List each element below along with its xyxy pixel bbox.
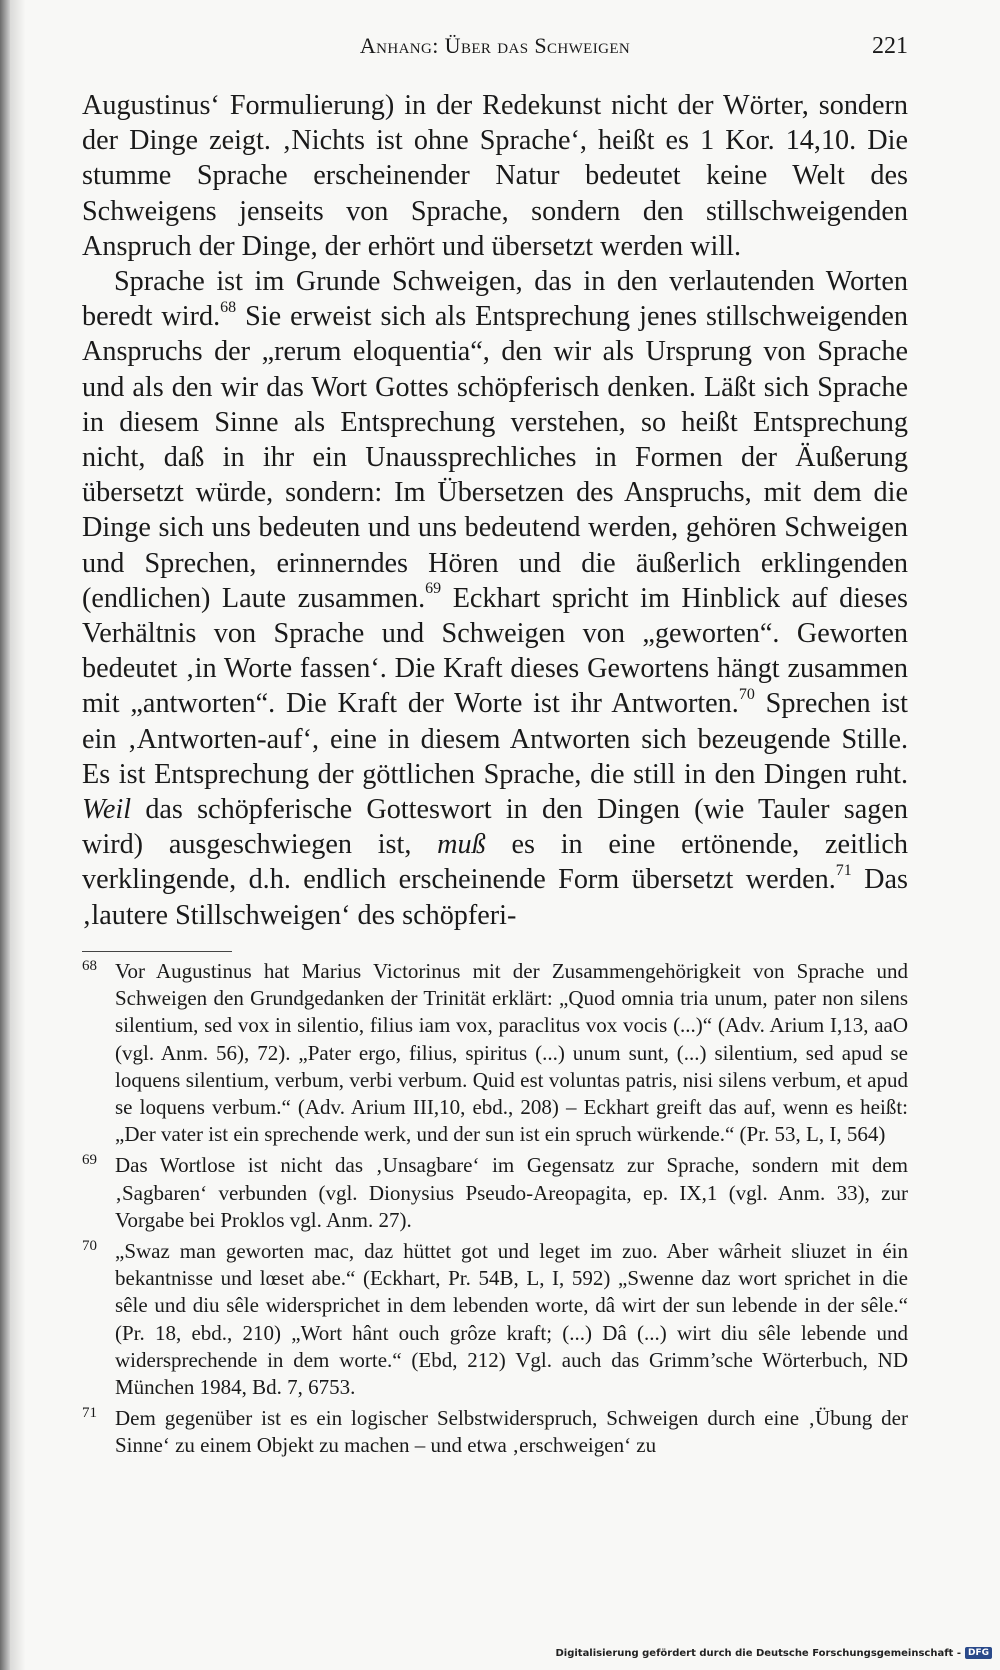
footnote-70: [82, 1238, 908, 1401]
footnote-text: „Swaz man geworten mac, daz hüttet got und leget im zuo. Aber wârheit sliuzet in éin bekantnisse und lœset abe.“ (Eckhart, Pr. 54B, L, I, 592) „Swenne daz wort sprichet in die sêle und diu sêle widersprichet in dem lebenden worte, dâ wirt der sun lebende in der sêle.“ (Pr. 18, ebd., 210) „Wort hânt ouch grôze kraft; (...) Dâ (...) wirt diu sêle lebende und widersprechende in dem worte.“ (Ebd, 212) Vgl. auch das Grimm’sche Wörterbuch, ND München 1984, Bd. 7, 6753.: [115, 1239, 908, 1400]
emphasis-weil: Weil: [82, 794, 132, 826]
page-number: 221: [872, 33, 908, 59]
footnote-text: Dem gegenüber ist es ein logischer Selbstwiderspruch, Schweigen durch eine ‚Übung der Sinne‘ zu einem Objekt zu machen – und etwa ‚erschweigen‘ zu: [115, 1406, 908, 1458]
footnote-68: [82, 958, 908, 1148]
footnote-number: 69: [82, 1152, 97, 1169]
paragraph-1-text: Augustinus‘ Formulierung) in der Redekunst nicht der Wörter, sondern der Dinge zeigt. ‚Nichts ist ohne Sprache‘, heißt es 1 Kor. 14,10. Die stumme Sprache erscheinender Natur bedeutet keine Welt des Schweigens jenseits von Sprache, sondern den stillschweigenden Anspruch der Dinge, der erhört und übersetzt werden will.: [82, 90, 908, 262]
paragraph-2-text-e: das schöpferische Gotteswort in den Dingen (wie Tauler sagen wird) ausgeschwiegen ist,: [82, 794, 908, 861]
footnote-number: 68: [82, 958, 97, 974]
footnote-71: [82, 1405, 908, 1459]
book-spine-shadow: [0, 0, 10, 1670]
paragraph-2-text-f: es in eine ertönende, zeitlich verklingende, d.h. endlich erscheinende Form übersetzt werden.: [82, 829, 908, 896]
paragraph-2-text-d: Sprechen ist ein ‚Antworten-auf‘, eine in diesem Antworten sich bezeugende Stille. Es ist Entsprechung der göttlichen Sprache, die still in den Dingen ruht.: [82, 688, 908, 790]
credit-text: Digitalisierung gefördert durch die Deutsche Forschungsgemeinschaft -: [555, 1647, 961, 1659]
paragraph-1: [82, 88, 908, 264]
footnote-number: 71: [82, 1405, 97, 1422]
digitization-credit: [555, 1644, 992, 1662]
footnote-ref-71[interactable]: 71: [835, 862, 852, 880]
running-title: Anhang: Über das Schweigen: [359, 33, 631, 58]
paragraph-2: [82, 264, 908, 933]
footnote-text: Vor Augustinus hat Marius Victorinus mit der Zusammengehörigkeit von Sprache und Schweigen den Grundgedanken der Trinität erklärt: „Quod omnia tria unum, pater non silens silentium, sed vox in silentio, filius iam vox, paraclitus vox vocis (...)“ (Adv. Arium I,13, aaO (vgl. Anm. 56), 72). „Pater ergo, filius, spiritus (...) unum sunt, (...) silentium, sed apud se loquens silentium, verbum, verbi verbum. Quid est voluntas patris, nisi silens verbum, et apud se loquens verbum.“ (Adv. Arium III,10, ebd., 208) – Eckhart greift das auf, wenn es heißt: „Der vater ist ein sprechende werk, und der sun ist ein spruch würkende.“ (Pr. 53, L, I, 564): [115, 959, 908, 1147]
footnote-ref-69[interactable]: 69: [425, 580, 442, 598]
paragraph-2-text-b: Sie erweist sich als Entsprechung jenes stillschweigenden Anspruchs der „rerum eloquentia“, den wir als Ursprung von Sprache und als den wir das Wort Gottes schöpferisch denken. Läßt sich Sprache in diesem Sinne als Entsprechung verstehen, so heißt Entsprechung nicht, daß in ihr ein Unaussprechliches in Formen der Äußerung übersetzt würde, sondern: Im Übersetzen des Anspruchs, mit dem die Dinge sich uns bedeuten und uns bedeutend werden, gehören Schweigen und Sprechen, erinnerndes Hören und die äußerlich erklingenden (endlichen) Laute zusammen.: [82, 301, 908, 614]
footnote-ref-70[interactable]: 70: [738, 686, 755, 704]
emphasis-muss: muß: [437, 829, 486, 861]
footnotes: [82, 958, 908, 1464]
paragraph-2-text-g: Das ‚lautere Stillschweigen‘ des schöpferi-: [82, 864, 908, 931]
main-text: [82, 88, 908, 933]
dfg-logo-icon: DFG: [965, 1647, 992, 1659]
footnote-divider: [82, 951, 232, 952]
paragraph-2-text-c: Eckhart spricht im Hinblick auf dieses Verhältnis von Sprache und Schweigen von „geworten“. Geworten bedeutet ‚in Worte fassen‘. Die Kraft dieses Gewortens hängt zusammen mit „antworten“. Die Kraft der Worte ist ihr Antworten.: [82, 582, 908, 720]
footnote-number: 70: [82, 1238, 97, 1255]
page-header: [82, 33, 908, 73]
footnote-ref-68[interactable]: 68: [220, 298, 237, 316]
paragraph-2-text-a: Sprache ist im Grunde Schweigen, das in den verlautenden Worten beredt wird.: [82, 266, 908, 333]
gutter-shadow: [10, 0, 26, 1670]
footnote-text: Das Wortlose ist nicht das ‚Unsagbare‘ im Gegensatz zur Sprache, sondern mit dem ‚Sagbaren‘ verbunden (vgl. Dionysius Pseudo-Areopagita, ep. IX,1 (vgl. Anm. 33), zur Vorgabe bei Proklos vgl. Anm. 27).: [115, 1153, 908, 1232]
footnote-69: [82, 1152, 908, 1234]
